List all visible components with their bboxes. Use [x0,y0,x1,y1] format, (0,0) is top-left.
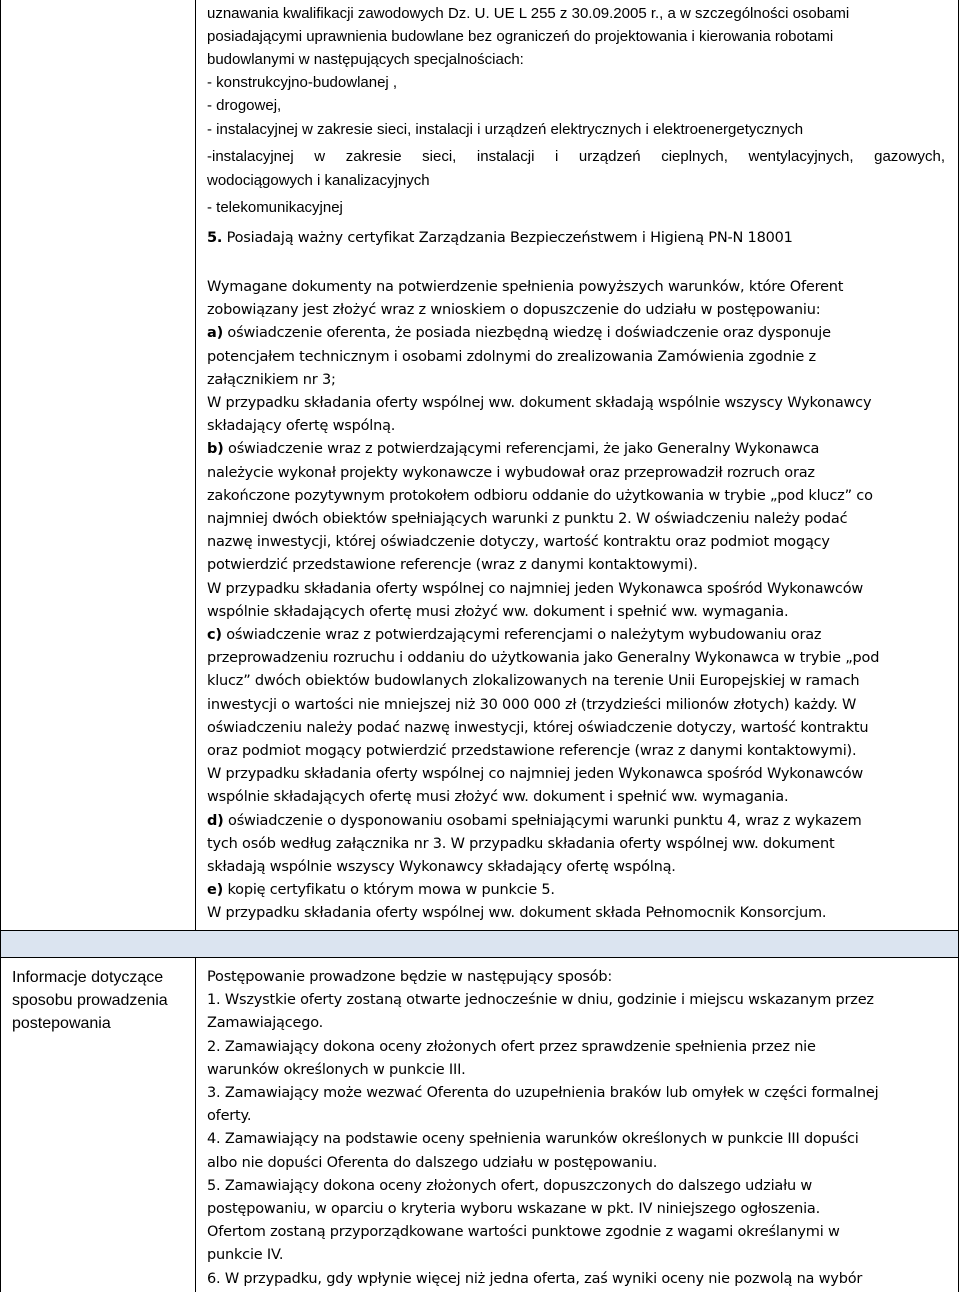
row-divider-top [0,930,959,931]
text-line: składający ofertę wspólną. [207,418,396,435]
procedure-line: postępowaniu, w oparciu o kryteria wyboru wskazane w pkt. IV niniejszego ogłoszenia. [207,1201,821,1218]
item-e [207,879,952,902]
text-line: - telekomunikacyjnej [207,199,343,216]
text-line: - instalacyjnej w zakresie sieci, instalacji i urządzeń elektrycznych i elektroenergetycznych [207,121,804,138]
item-b-label: b) [207,441,224,458]
item-b-text: oświadczenie wraz z potwierdzającymi referencjami, że jako Generalny Wykonawca [223,441,820,458]
procedure-line: Zamawiającego. [207,1015,324,1032]
table-border-right [958,0,959,1292]
text-line: uznawania kwalifikacji zawodowych Dz. U. UE L 255 z 30.09.2005 r., a w szczególności osobami [207,5,850,22]
item-e-text: kopię certyfikatu o którym mowa w punkcie 5. [223,882,555,899]
text-line: oraz podmiot mogący potwierdzić przedstawione referencje (wraz z danymi kontaktowymi). [207,743,857,760]
label-line: Informacje dotyczące [12,969,164,986]
text-line: wodociągowych i kanalizacyjnych [207,172,430,189]
procedure-line: 4. Zamawiający na podstawie oceny spełnienia warunków określonych w punkcie III dopuści [207,1131,859,1148]
intro-line: Wymagane dokumenty na potwierdzenie spełnienia powyższych warunków, które Oferent [207,279,844,295]
procedure-line: 3. Zamawiający może wezwać Oferenta do uzupełnienia braków lub omyłek w części formalnej [207,1085,879,1102]
intro-line: zobowiązany jest złożyć wraz z wnioskiem o dopuszczenie do udziału w postępowaniu: [207,302,821,319]
item-c-label: c) [207,627,222,644]
item-5-text: Posiadają ważny certyfikat Zarządzania Bezpieczeństwem i Higieną PN-N 18001 [222,230,793,246]
text-line: składają wspólnie wszyscy Wykonawcy składający ofertę wspólną. [207,859,676,876]
text-line: - konstrukcyjno-budowlanej , [207,74,398,91]
text-line: wspólnie składających ofertę musi złożyć ww. dokument i spełnić ww. wymagania. [207,603,789,620]
section-separator-row [1,930,958,957]
table-border-left [0,0,1,1292]
label-line: postepowania [12,1015,111,1032]
procedure-label [12,966,184,1035]
item-5-number: 5. [207,230,223,246]
item-a-text: oświadczenie oferenta, że posiada niezbędną wiedzę i doświadczenie oraz dysponuje [223,325,831,342]
required-documents [207,276,952,926]
procedure-line: albo nie dopuści Oferenta do dalszego udziału w postępowaniu. [207,1154,658,1171]
text-line: należycie wykonał projekty wykonawcze i wybudował oraz przeprowadził rozruch oraz [207,464,815,481]
item-5 [207,227,952,250]
text-line: -instalacyjnej w zakresie sieci, instalacji i urządzeń cieplnych, wentylacyjnych, gazowych, [207,148,945,165]
text-line: posiadającymi uprawnienia budowlane bez ograniczeń do projektowania i kierowania robotami [207,28,834,45]
text-line: W przypadku składania oferty wspólnej co najmniej jeden Wykonawca spośród Wykonawców [207,580,864,597]
text-line: najmniej dwóch obiektów spełniających warunki z punktu 2. W oświadczeniu należy podać [207,511,848,528]
text-line: inwestycji o wartości nie mniejszej niż 30 000 000 zł (trzydzieści milionów złotych) każdy. W [207,696,857,713]
table-column-divider [195,0,196,1292]
qualification-block [207,2,952,219]
item-c [207,624,952,647]
text-line: zakończone pozytywnym protokołem odbioru oddanie do użytkowania w trybie „pod klucz” co [207,487,873,504]
procedure-line: 5. Zamawiający dokona oceny złożonych ofert, dopuszczonych do dalszego udziału w [207,1177,813,1194]
final-note: W przypadku składania oferty wspólnej ww. dokument składa Pełnomocnik Konsorcjum. [207,905,827,922]
procedure-content [207,966,952,1291]
procedure-line: 6. W przypadku, gdy wpłynie więcej niż jedna oferta, zaś wyniki oceny nie pozwolą na wybór [207,1270,863,1287]
item-b [207,438,952,461]
item-d-label: d) [207,812,224,829]
item-a [207,322,952,345]
item-d [207,810,952,833]
text-line: załącznikiem nr 3; [207,371,336,388]
item-c-text: oświadczenie wraz z potwierdzającymi referencjami o należytym wybudowaniu oraz [221,627,822,644]
text-line: oświadczeniu należy podać nazwę inwestycji, której oświadczenie dotyczy, wartość kontraktu [207,719,869,736]
item-a-label: a) [207,325,224,342]
text-line: budowlanymi w następujących specjalnościach: [207,51,524,68]
text-line: potencjałem technicznym i osobami zdolnymi do zrealizowania Zamówienia zgodnie z [207,348,816,365]
procedure-line: 1. Wszystkie oferty zostaną otwarte jednocześnie w dniu, godzinie i miejscu wskazanym przez [207,992,874,1009]
text-line: potwierdzić przedstawione referencje (wraz z danymi kontaktowymi). [207,557,698,574]
label-line: sposobu prowadzenia [12,992,168,1009]
procedure-line: punkcie IV. [207,1247,284,1264]
procedure-line: oferty. [207,1108,252,1125]
text-line: przeprowadzeniu rozruchu i oddaniu do użytkowania jako Generalny Wykonawca w trybie „pod [207,650,880,667]
procedure-line: Ofertom zostaną przyporządkowane wartości punktowe zgodnie z wagami określanymi w [207,1224,840,1241]
text-line: klucz” dwóch obiektów budowlanych zlokalizowanych na terenie Unii Europejskiej w ramach [207,673,860,690]
text-line: nazwę inwestycji, której oświadczenie dotyczy, wartość kontraktu oraz podmiot mogący [207,534,830,551]
procedure-line: warunków określonych w punkcie III. [207,1061,466,1078]
procedure-line: 2. Zamawiający dokona oceny złożonych ofert przez sprawdzenie spełnienia przez nie [207,1038,816,1055]
row-divider-bottom [0,957,959,958]
text-line: tych osób według załącznika nr 3. W przypadku składania oferty wspólnej ww. dokument [207,835,835,852]
text-line: W przypadku składania oferty wspólnej ww. dokument składają wspólnie wszyscy Wykonawcy [207,395,872,412]
item-e-label: e) [207,882,224,899]
procedure-line: Postępowanie prowadzone będzie w następujący sposób: [207,969,613,985]
text-line: wspólnie składających ofertę musi złożyć ww. dokument i spełnić ww. wymagania. [207,789,789,806]
text-line: - drogowej, [207,97,282,114]
item-d-text: oświadczenie o dysponowaniu osobami spełniającymi warunki punktu 4, wraz z wykazem [223,812,862,829]
text-line: W przypadku składania oferty wspólnej co najmniej jeden Wykonawca spośród Wykonawców [207,766,864,783]
item-5-line [207,227,952,250]
